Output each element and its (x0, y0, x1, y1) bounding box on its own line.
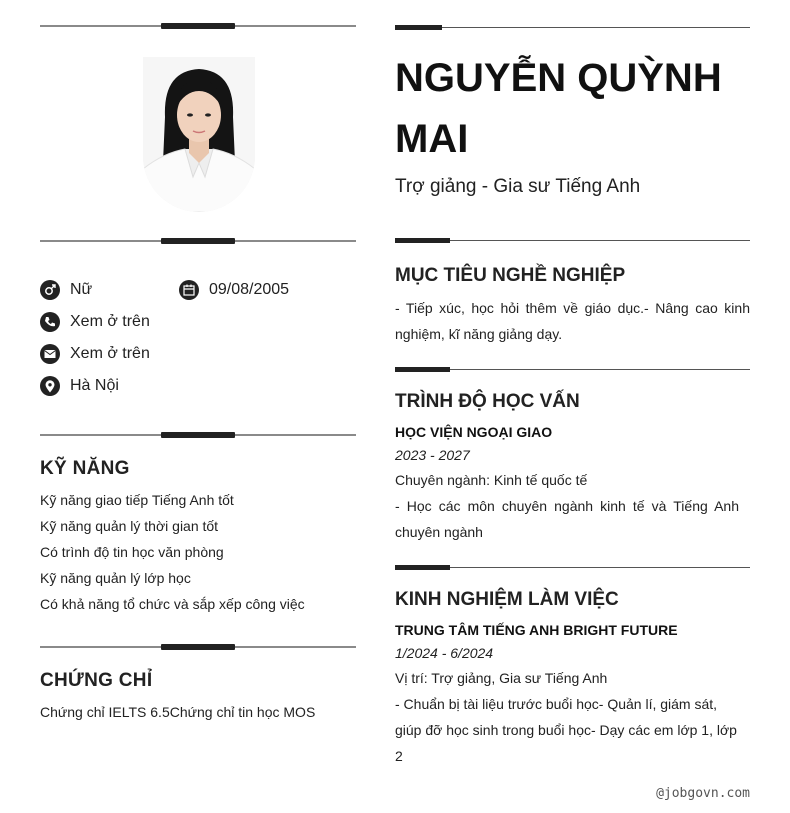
phone-icon (40, 312, 60, 332)
objective-title: MỤC TIÊU NGHỀ NGHIỆP (395, 265, 626, 286)
gender-icon (40, 280, 60, 300)
experience-description: - Chuẩn bị tài liệu trước buổi học- Quản lí, giám sát, giúp đỡ học sinh trong buổi học- Dạy các em lớp 1, lớp 2 (395, 696, 737, 764)
experience-company: TRUNG TÂM TIẾNG ANH BRIGHT FUTURE (395, 622, 678, 638)
skill-item: Có khả năng tổ chức và sắp xếp công việc (40, 596, 305, 612)
certificates-text: Chứng chỉ IELTS 6.5Chứng chỉ tin học MOS (40, 704, 316, 720)
mail-icon (40, 344, 60, 364)
email-row (40, 343, 150, 365)
education-period: 2023 - 2027 (395, 447, 470, 463)
experience-period: 1/2024 - 6/2024 (395, 645, 494, 661)
dob-value: 09/08/2005 (209, 281, 290, 298)
divider (395, 238, 750, 244)
location-pin-icon (40, 376, 60, 396)
skill-item: Kỹ năng giao tiếp Tiếng Anh tốt (40, 492, 234, 508)
certificates-title: CHỨNG CHỈ (40, 670, 153, 691)
skill-item: Kỹ năng quản lý lớp học (40, 570, 191, 586)
experience-position: Vị trí: Trợ giảng, Gia sư Tiếng Anh (395, 670, 608, 686)
skills-title: KỸ NĂNG (40, 458, 130, 479)
dob-row (179, 279, 289, 301)
divider (395, 565, 750, 571)
phone-value: Xem ở trên (70, 313, 150, 330)
phone-row (40, 311, 150, 333)
divider (40, 643, 356, 651)
education-school: HỌC VIỆN NGOẠI GIAO (395, 424, 553, 440)
skill-item: Kỹ năng quản lý thời gian tốt (40, 518, 219, 534)
address-value: Hà Nội (70, 377, 119, 394)
experience-title: KINH NGHIỆM LÀM VIỆC (395, 589, 619, 610)
divider (40, 22, 356, 30)
gender-value: Nữ (70, 281, 93, 298)
address-row (40, 375, 119, 397)
candidate-role: Trợ giảng - Gia sư Tiếng Anh (395, 176, 641, 197)
education-title: TRÌNH ĐỘ HỌC VẤN (395, 391, 580, 412)
calendar-icon (179, 280, 199, 300)
education-description: - Học các môn chuyên ngành kinh tế và Tiếng Anh chuyên ngành (395, 498, 739, 540)
divider (40, 237, 356, 245)
education-major: Chuyên ngành: Kinh tế quốc tế (395, 472, 588, 488)
divider (395, 25, 750, 31)
divider (40, 431, 356, 439)
profile-photo (143, 57, 255, 212)
skill-item: Có trình độ tin học văn phòng (40, 544, 224, 560)
divider (395, 367, 750, 373)
objective-text: - Tiếp xúc, học hỏi thêm về giáo dục.- Nâng cao kinh nghiệm, kĩ năng giảng dạy. (395, 300, 750, 342)
candidate-name: NGUYỄN QUỲNH MAI (395, 56, 722, 161)
email-value: Xem ở trên (70, 345, 150, 362)
watermark: @jobgovn.com (656, 786, 750, 801)
gender-row (40, 279, 92, 301)
